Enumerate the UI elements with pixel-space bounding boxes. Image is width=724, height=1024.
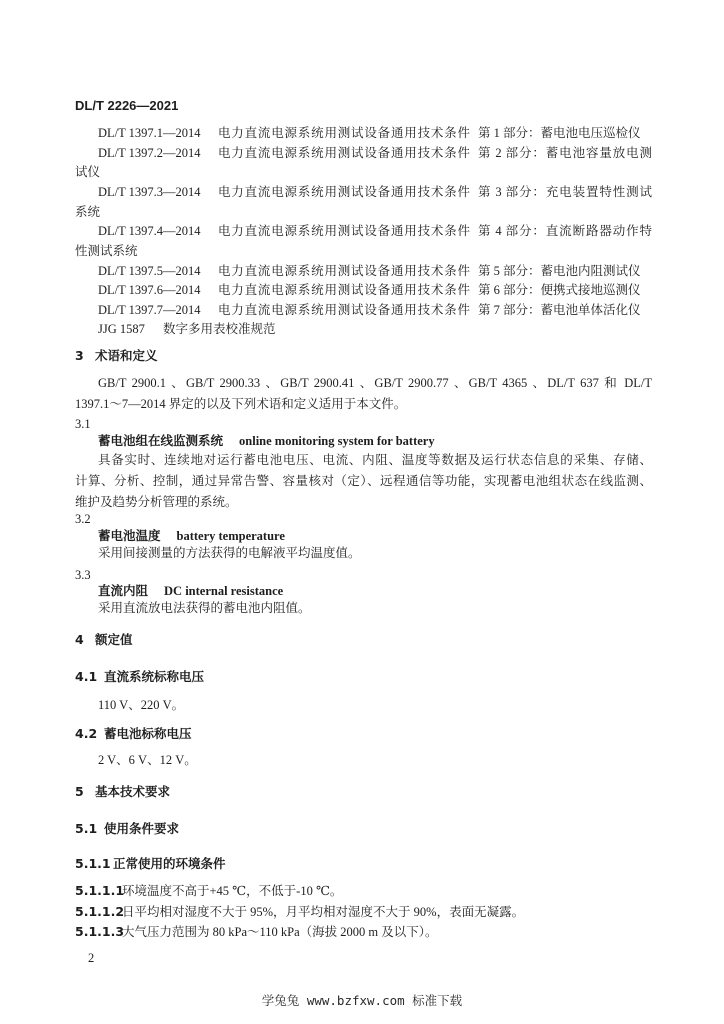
definition-line (0, 473, 724, 489)
reference-code: DL/T 1397.5—2014 (98, 264, 201, 278)
reference-entry (0, 223, 724, 239)
clause-text: 环境温度不高于+45 ℃，不低于-10 ℃。 (122, 884, 343, 898)
reference-entry (0, 145, 724, 161)
term-line (0, 528, 724, 544)
subsection-heading (0, 821, 724, 837)
reference-part: 第 1 部分：蓄电池电压巡检仪 (478, 126, 641, 140)
reference-entry (0, 263, 724, 279)
definition-line (0, 494, 724, 510)
document-header (0, 98, 724, 114)
reference-part: 第 4 部分：直流断路器动作特 (478, 224, 652, 238)
page-number: 2 (88, 951, 95, 965)
value-line (0, 697, 724, 713)
term-label (98, 583, 283, 599)
term-zh: 蓄电池温度 (98, 528, 161, 543)
reference-code: DL/T 1397.6—2014 (98, 283, 201, 297)
reference-code: DL/T 1397.2—2014 (98, 146, 201, 160)
document-number: DL/T 2226—2021 (75, 98, 179, 113)
reference-title: 电力直流电源系统用测试设备通用技术条件 (218, 224, 470, 238)
term-label (98, 433, 435, 449)
term-en: online monitoring system for battery (239, 434, 435, 448)
reference-part: 第 6 部分：便携式接地巡测仪 (478, 283, 641, 297)
subsection-title: 蓄电池标称电压 (104, 726, 192, 741)
reference-continuation-line (0, 164, 724, 180)
intro-line: 1397.1～7—2014 界定的以及下列术语和定义适用于本文件。 (75, 397, 407, 411)
definition-line (0, 600, 724, 616)
term-line (0, 583, 724, 599)
definition-text: 计算、分析、控制，通过异常告警、容量核对（定）、远程通信等功能，实现蓄电池组状态在线监测、 (75, 474, 652, 488)
reference-continuation: 试仪 (75, 165, 101, 179)
term-zh: 直流内阻 (98, 583, 149, 598)
term-label (98, 528, 285, 544)
clause-number: 5.1.1.2 (75, 904, 125, 919)
reference-entry (0, 302, 724, 318)
clause-line (0, 924, 724, 940)
term-number: 3.1 (75, 417, 91, 431)
clause-number: 5.1.1.1 (75, 883, 125, 898)
reference-entry (0, 282, 724, 298)
reference-title: 电力直流电源系统用测试设备通用技术条件 (218, 264, 470, 278)
section-title: 术语和定义 (95, 348, 158, 363)
reference-continuation-line (0, 243, 724, 259)
subsection-title: 使用条件要求 (104, 821, 180, 836)
reference-title: 电力直流电源系统用测试设备通用技术条件 (218, 146, 470, 160)
subsection-heading (0, 669, 724, 685)
term-en: DC internal resistance (164, 584, 284, 598)
reference-code: DL/T 1397.1—2014 (98, 126, 201, 140)
reference-part: 第 7 部分：蓄电池单体活化仪 (478, 303, 641, 317)
subsubsection-heading (0, 856, 724, 872)
footer-watermark: 学兔兔 www.bzfxw.com 标准下载 (261, 993, 463, 1008)
value-line (0, 752, 724, 768)
section-number: 3 (75, 348, 84, 363)
term-line (0, 433, 724, 449)
section-number: 5 (75, 784, 84, 799)
reference-title: 电力直流电源系统用测试设备通用技术条件 (218, 283, 470, 297)
term-number-line (0, 567, 724, 583)
reference-code: DL/T 1397.4—2014 (98, 224, 201, 238)
definition-text: 具备实时、连续地对运行蓄电池电压、电流、内阻、温度等数据及运行状态信息的采集、存储、 (98, 453, 652, 467)
reference-title: 数字多用表校准规范 (163, 322, 276, 336)
subsection-heading (0, 726, 724, 742)
value-text: 2 V、6 V、12 V。 (98, 753, 197, 767)
reference-title: 电力直流电源系统用测试设备通用技术条件 (218, 185, 470, 199)
reference-code: JJG 1587 (98, 322, 145, 336)
subsection-title: 直流系统标称电压 (104, 669, 205, 684)
subsubsection-title: 正常使用的环境条件 (113, 856, 226, 871)
clause-text: 日平均相对湿度不大于 95%，月平均相对湿度不大于 90%，表面无凝露。 (122, 905, 525, 919)
definition-text: 维护及趋势分析管理的系统。 (75, 495, 238, 509)
term-number-line (0, 416, 724, 432)
reference-entry (0, 321, 724, 337)
section-title: 基本技术要求 (95, 784, 171, 799)
reference-part: 第 3 部分：充电装置特性测试 (478, 185, 652, 199)
intro-line: GB/T 2900.1 、GB/T 2900.33 、GB/T 2900.41 、GB/T 2900.77 、GB/T 4365 、DL/T 637 和 DL/T (98, 376, 652, 390)
subsection-number: 4.2 (75, 726, 98, 741)
paragraph-line (0, 396, 724, 412)
clause-text: 大气压力范围为 80 kPa～110 kPa（海拔 2000 m 及以下）。 (122, 925, 438, 939)
value-text: 110 V、220 V。 (98, 698, 185, 712)
subsection-number: 4.1 (75, 669, 98, 684)
reference-code: DL/T 1397.7—2014 (98, 303, 201, 317)
subsubsection-number: 5.1.1 (75, 856, 111, 871)
term-en: battery temperature (176, 529, 285, 543)
page-number-line (0, 950, 724, 966)
paragraph-line (0, 375, 724, 391)
reference-continuation-line (0, 204, 724, 220)
subsection-number: 5.1 (75, 821, 98, 836)
reference-code: DL/T 1397.3—2014 (98, 185, 201, 199)
reference-continuation: 系统 (75, 205, 101, 219)
clause-line (0, 904, 724, 920)
term-number: 3.2 (75, 512, 91, 526)
term-number-line (0, 511, 724, 527)
reference-entry (0, 125, 724, 141)
reference-title: 电力直流电源系统用测试设备通用技术条件 (218, 303, 470, 317)
clause-line (0, 883, 724, 899)
section-title: 额定值 (95, 632, 133, 647)
reference-part: 第 2 部分：蓄电池容量放电测 (478, 146, 652, 160)
reference-entry (0, 184, 724, 200)
section-number: 4 (75, 632, 84, 647)
definition-text: 采用间接测量的方法获得的电解液平均温度值。 (98, 546, 361, 560)
definition-line (0, 452, 724, 468)
definition-text: 采用直流放电法获得的蓄电池内阻值。 (98, 601, 311, 615)
term-zh: 蓄电池组在线监测系统 (98, 433, 224, 448)
reference-part: 第 5 部分：蓄电池内阻测试仪 (478, 264, 641, 278)
reference-title: 电力直流电源系统用测试设备通用技术条件 (218, 126, 470, 140)
definition-line (0, 545, 724, 561)
term-number: 3.3 (75, 568, 91, 582)
clause-number: 5.1.1.3 (75, 924, 125, 939)
section-heading (0, 632, 724, 648)
section-heading (0, 784, 724, 800)
section-heading (0, 348, 724, 364)
reference-continuation: 性测试系统 (75, 244, 138, 258)
